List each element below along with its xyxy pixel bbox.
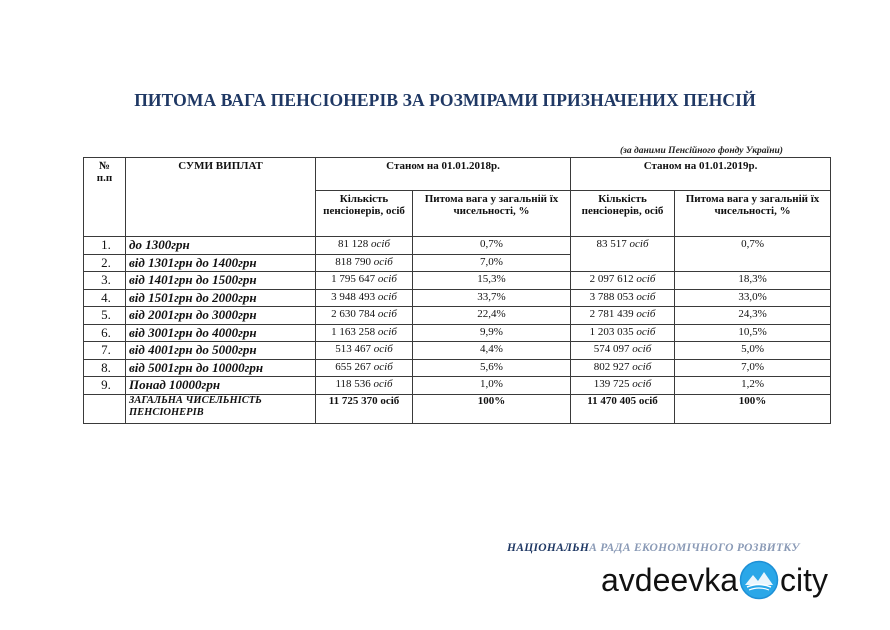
payment-range: від 3001грн до 4000грн — [126, 324, 316, 342]
count-2018-value: 818 790 — [335, 255, 371, 268]
count-2019 — [571, 359, 675, 377]
count-2018 — [316, 307, 413, 325]
count-2019-value: 2 097 612 — [589, 273, 634, 285]
row-number: 7. — [84, 342, 126, 360]
count-2018-unit: осіб — [373, 360, 393, 373]
table-row — [84, 359, 831, 377]
payment-range: від 4001грн до 5000грн — [126, 342, 316, 360]
table-row — [84, 324, 831, 342]
header-row-1 — [84, 158, 831, 191]
count-2019 — [571, 342, 675, 360]
header-count-2019: Кількість пенсіонерів, осіб — [571, 191, 675, 237]
total-num-empty — [84, 394, 126, 423]
table-row — [84, 307, 831, 325]
count-2018-value: 2 630 784 — [331, 308, 376, 320]
row-number: 8. — [84, 359, 126, 377]
row-number: 5. — [84, 307, 126, 325]
count-2018-unit: осіб — [373, 255, 393, 268]
row-number: 2. — [84, 254, 126, 272]
share-2018: 1,0% — [413, 377, 571, 395]
share-2019: 7,0% — [675, 359, 831, 377]
count-2018-value: 3 948 493 — [331, 290, 376, 303]
council-caption — [507, 542, 800, 554]
table-row — [84, 342, 831, 360]
count-2018-value: 513 467 — [335, 343, 371, 355]
count-2018-unit: осіб — [373, 378, 393, 390]
count-2018 — [316, 254, 413, 272]
total-label: ЗАГАЛЬНА ЧИСЕЛЬНІСТЬ ПЕНСІОНЕРІВ — [126, 394, 316, 423]
count-2019-value: 139 725 — [593, 378, 630, 390]
share-2019: 24,3% — [675, 307, 831, 325]
count-2018-value: 1 795 647 — [331, 273, 376, 285]
row-number: 4. — [84, 289, 126, 307]
pension-table — [83, 157, 831, 424]
table-row — [84, 289, 831, 307]
row-number: 6. — [84, 324, 126, 342]
count-2019 — [571, 289, 675, 307]
count-2018-unit: осіб — [377, 273, 397, 285]
share-2019: 1,2% — [675, 377, 831, 395]
count-2019-value: 574 097 — [593, 343, 630, 355]
count-2018-value: 1 163 258 — [331, 325, 376, 338]
count-2018-unit: осіб — [377, 308, 397, 320]
payment-range: від 2001грн до 3000грн — [126, 307, 316, 325]
header-share-2019: Питома вага у загальній їх чисельності, % — [675, 191, 831, 237]
row-number: 9. — [84, 377, 126, 395]
share-2018: 22,4% — [413, 307, 571, 325]
council-caption-faded: А РАДА ЕКОНОМІЧНОГО РОЗВИТКУ — [589, 542, 800, 554]
count-2019-value: 802 927 — [593, 360, 630, 373]
count-2019-value: 3 788 053 — [589, 290, 634, 303]
share-2018: 0,7% — [413, 237, 571, 255]
table-row — [84, 272, 831, 290]
payment-range: Понад 10000грн — [126, 377, 316, 395]
count-2018-value: 118 536 — [335, 378, 371, 390]
header-num: № п.п — [84, 158, 126, 237]
count-2019-value: 1 203 035 — [589, 325, 634, 338]
logo-word-right: city — [779, 561, 828, 598]
count-2019 — [571, 377, 675, 395]
count-2018 — [316, 272, 413, 290]
count-2019 — [571, 237, 675, 272]
total-share-2018: 100% — [413, 394, 571, 423]
council-caption-bold: НАЦІОНАЛЬН — [507, 542, 590, 554]
share-2019: 18,3% — [675, 272, 831, 290]
logo-word-left: avdeevka — [601, 561, 738, 598]
share-2018: 15,3% — [413, 272, 571, 290]
row-number: 3. — [84, 272, 126, 290]
header-count-2018: Кількість пенсіонерів, осіб — [316, 191, 413, 237]
count-2019-unit: осіб — [632, 360, 652, 373]
count-2018-unit: осіб — [371, 238, 390, 250]
count-2018 — [316, 377, 413, 395]
site-logo — [601, 557, 828, 597]
count-2018 — [316, 359, 413, 377]
payment-range: від 5001грн до 10000грн — [126, 359, 316, 377]
count-2019-unit: осіб — [636, 273, 656, 285]
count-2019 — [571, 324, 675, 342]
count-2018-unit: осіб — [377, 290, 397, 303]
table-row — [84, 237, 831, 255]
share-2019: 0,7% — [675, 237, 831, 272]
header-sums: СУМИ ВИПЛАТ — [126, 158, 316, 237]
count-2019-unit: осіб — [632, 343, 652, 355]
header-share-2018: Питома вага у загальній їх чисельності, % — [413, 191, 571, 237]
total-count-2019: 11 470 405 осіб — [571, 394, 675, 423]
count-2018-value: 81 128 — [338, 238, 369, 250]
count-2019-unit: осіб — [632, 378, 652, 390]
count-2019-value: 2 781 439 — [589, 308, 634, 320]
count-2018-unit: осіб — [373, 343, 393, 355]
logo-emblem-icon — [739, 560, 779, 600]
share-2019: 5,0% — [675, 342, 831, 360]
payment-range: від 1401грн до 1500грн — [126, 272, 316, 290]
share-2018: 5,6% — [413, 359, 571, 377]
table-row — [84, 377, 831, 395]
count-2019 — [571, 307, 675, 325]
count-2018 — [316, 237, 413, 255]
count-2018-unit: осіб — [377, 325, 397, 338]
share-2018: 4,4% — [413, 342, 571, 360]
row-number: 1. — [84, 237, 126, 255]
count-2019-unit: осіб — [636, 325, 656, 338]
share-2019: 10,5% — [675, 324, 831, 342]
source-note: (за даними Пенсійного фонду України) — [620, 146, 783, 156]
count-2019-unit: осіб — [636, 308, 656, 320]
share-2018: 7,0% — [413, 254, 571, 272]
share-2018: 9,9% — [413, 324, 571, 342]
total-share-2019: 100% — [675, 394, 831, 423]
total-count-2018: 11 725 370 осіб — [316, 394, 413, 423]
count-2019 — [571, 272, 675, 290]
page-title: ПИТОМА ВАГА ПЕНСІОНЕРІВ ЗА РОЗМІРАМИ ПРИЗНАЧЕНИХ ПЕНСІЙ — [134, 90, 756, 110]
count-2018 — [316, 342, 413, 360]
payment-range: від 1501грн до 2000грн — [126, 289, 316, 307]
share-2019: 33,0% — [675, 289, 831, 307]
header-period-2019: Станом на 01.01.2019р. — [571, 158, 831, 191]
payment-range: до 1300грн — [126, 237, 316, 255]
count-2019-unit: осіб — [629, 238, 649, 250]
count-2019-value: 83 517 — [596, 238, 627, 250]
count-2018-value: 655 267 — [335, 360, 371, 373]
count-2018 — [316, 289, 413, 307]
count-2019-unit: осіб — [636, 290, 656, 303]
count-2018 — [316, 324, 413, 342]
share-2018: 33,7% — [413, 289, 571, 307]
payment-range: від 1301грн до 1400грн — [126, 254, 316, 272]
total-row — [84, 394, 831, 423]
header-period-2018: Станом на 01.01.2018р. — [316, 158, 571, 191]
